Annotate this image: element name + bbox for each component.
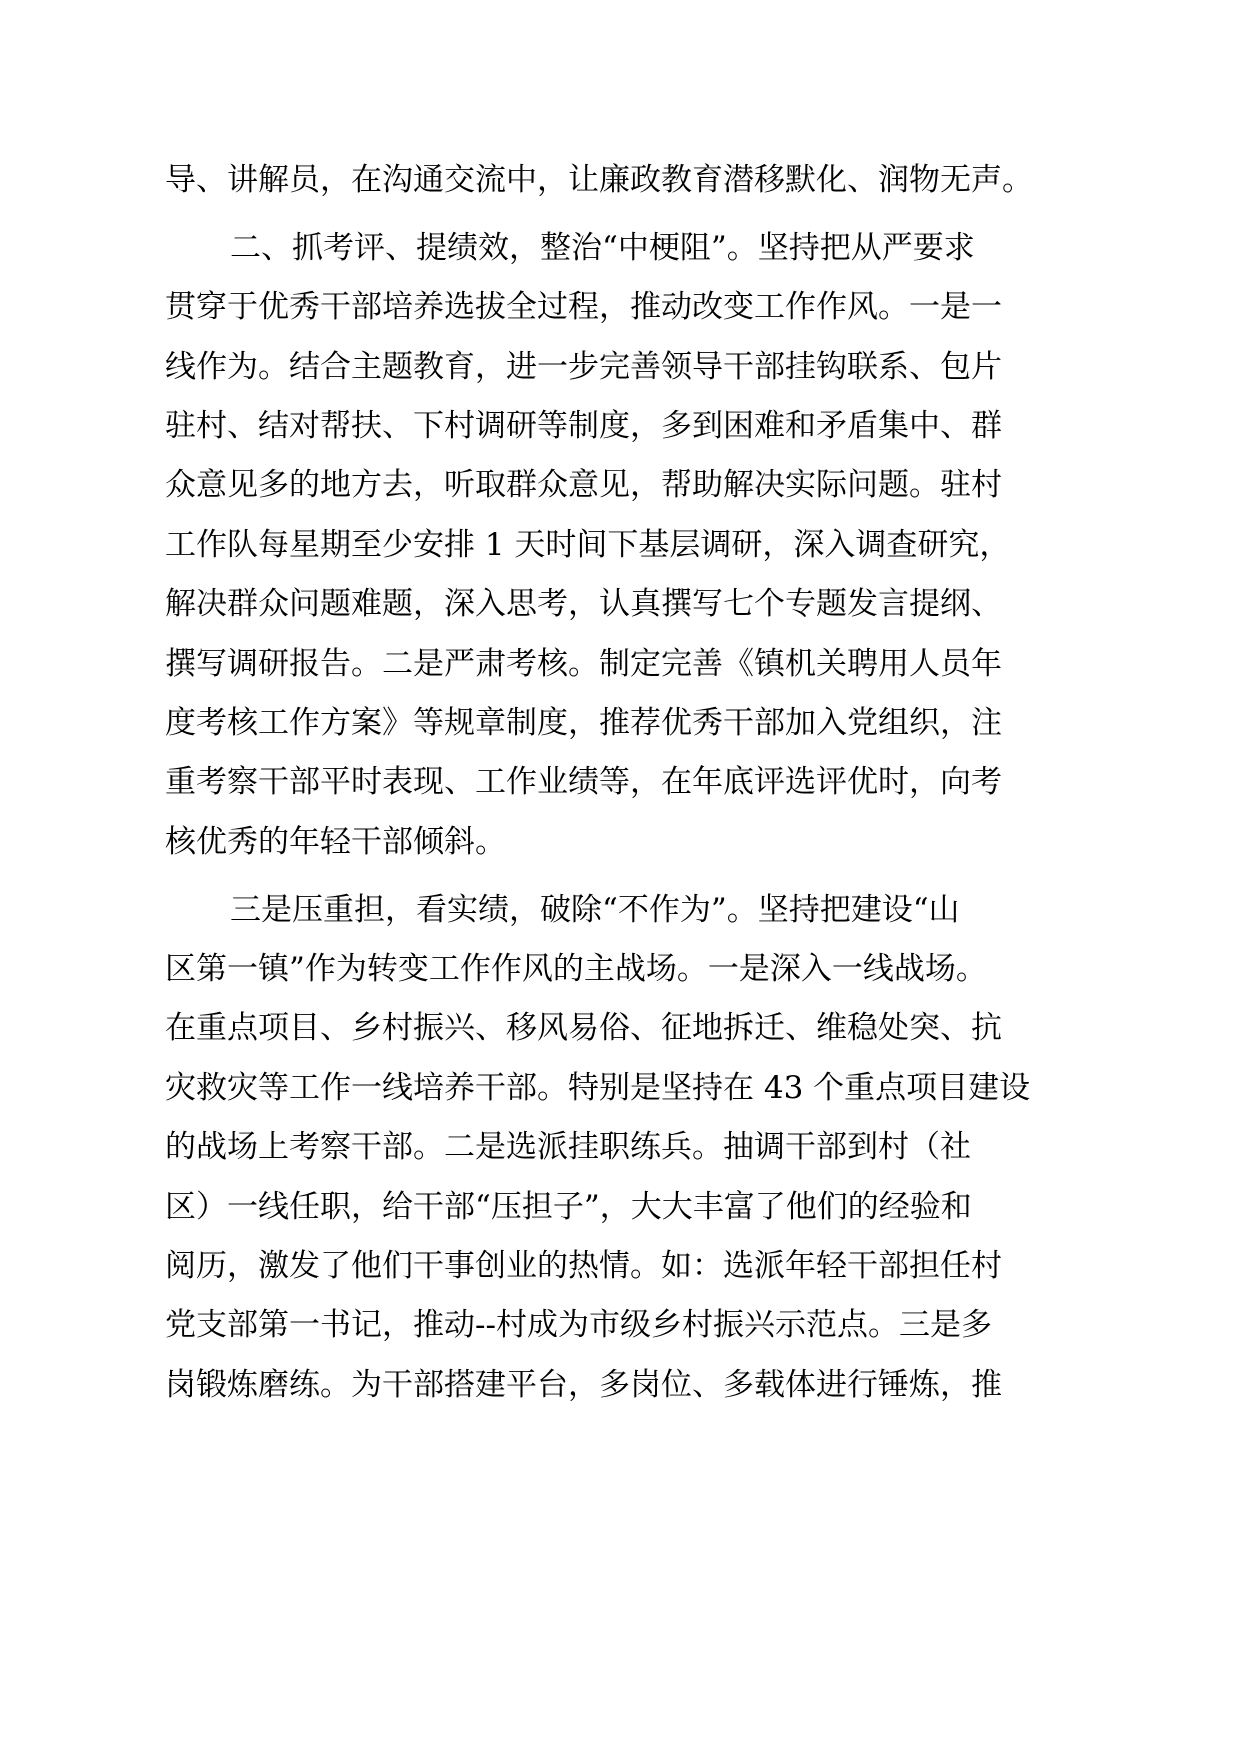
text-line: 区第一镇”作为转变工作作风的主战场。一是深入一线战场。 xyxy=(165,951,987,987)
text-line: 解决群众问题难题，深入思考，认真撰写七个专题发言提纲、 xyxy=(165,586,1002,622)
text-line: 线作为。结合主题教育，进一步完善领导干部挂钩联系、包片 xyxy=(165,349,1002,385)
text-line: 灾救灾等工作一线培养干部。特别是坚持在 43 个重点项目建设 xyxy=(165,1070,1031,1106)
text-line: 党支部第一书记，推动--村成为市级乡村振兴示范点。三是多 xyxy=(165,1307,992,1343)
section-heading-3: 三是压重担，看实绩，破除“不作为”。坚持把建设“山 xyxy=(230,892,960,928)
text-line: 区）一线任职，给干部“压担子”，大大丰富了他们的经验和 xyxy=(165,1189,972,1225)
text-line: 岗锻炼磨练。为干部搭建平台，多岗位、多载体进行锤炼，推 xyxy=(165,1367,1002,1403)
text-line: 阅历，激发了他们干事创业的热情。如：选派年轻干部担任村 xyxy=(165,1248,1002,1284)
section-heading-2: 二、抓考评、提绩效，整治“中梗阻”。坚持把从严要求 xyxy=(230,230,975,266)
text-line: 驻村、结对帮扶、下村调研等制度，多到困难和矛盾集中、群 xyxy=(165,408,1002,444)
text-line: 工作队每星期至少安排 1 天时间下基层调研，深入调查研究， xyxy=(165,527,1011,563)
text-line: 重考察干部平时表现、工作业绩等，在年底评选评优时，向考 xyxy=(165,764,1002,800)
text-line: 度考核工作方案》等规章制度，推荐优秀干部加入党组织，注 xyxy=(165,705,1002,741)
text-line: 核优秀的年轻干部倾斜。 xyxy=(165,824,506,860)
text-line: 导、讲解员，在沟通交流中，让廉政教育潜移默化、润物无声。 xyxy=(165,162,1033,198)
text-line: 的战场上考察干部。二是选派挂职练兵。抽调干部到村（社 xyxy=(165,1129,971,1165)
text-line: 撰写调研报告。二是严肃考核。制定完善《镇机关聘用人员年 xyxy=(165,646,1002,682)
text-line: 贯穿于优秀干部培养选拔全过程，推动改变工作作风。一是一 xyxy=(165,289,1002,325)
text-line: 众意见多的地方去，听取群众意见，帮助解决实际问题。驻村 xyxy=(165,467,1002,503)
text-line: 在重点项目、乡村振兴、移风易俗、征地拆迁、维稳处突、抗 xyxy=(165,1010,1002,1046)
